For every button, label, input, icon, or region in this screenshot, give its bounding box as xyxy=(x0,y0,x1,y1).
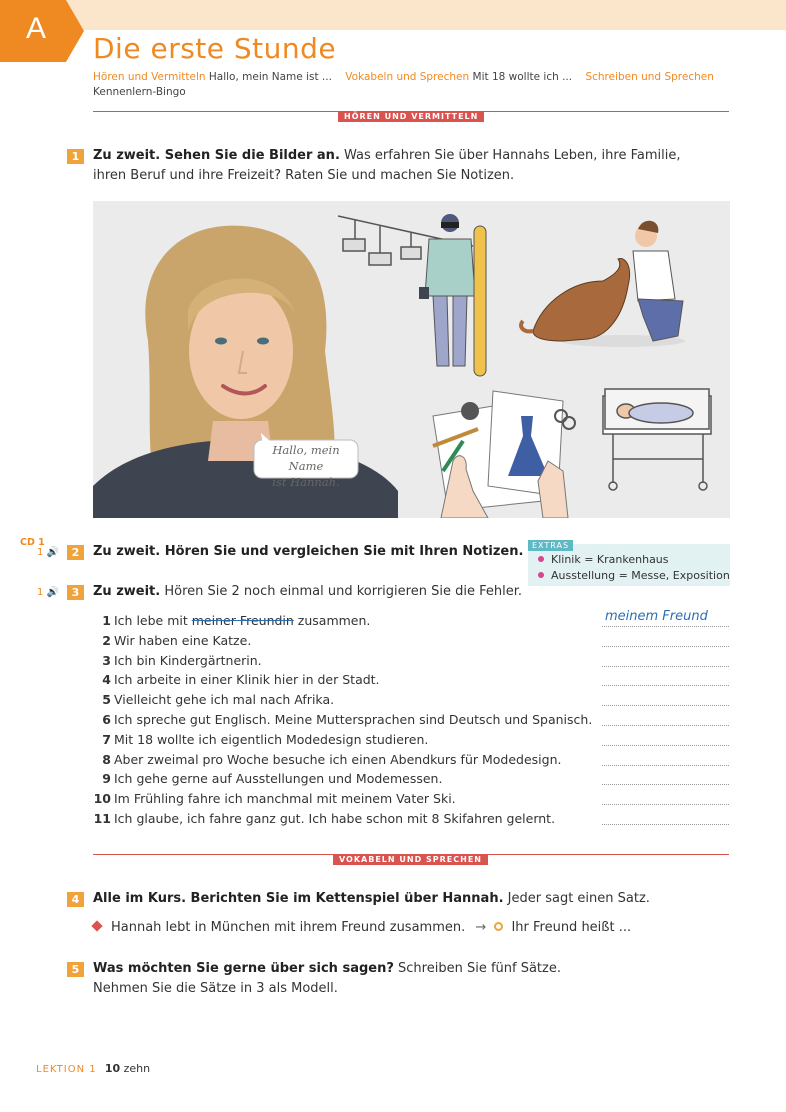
task-4-rest: Jeder sagt einen Satz. xyxy=(503,891,650,906)
header-band xyxy=(0,0,786,30)
handwritten-answer: meinem Freund xyxy=(605,609,708,624)
extras-item-2 xyxy=(538,569,730,582)
task-1-line2: ihren Beruf und ihre Freizeit? Raten Sie und machen Sie Notizen. xyxy=(93,168,515,183)
sentence-number: 6 xyxy=(102,711,111,727)
task-number-5: 5 xyxy=(67,962,84,977)
sentence-row xyxy=(93,809,733,829)
illustration-panel xyxy=(93,201,730,518)
sentence-number: 3 xyxy=(102,652,111,668)
sentence-number: 7 xyxy=(102,731,111,747)
sentence-pre: Ich spreche gut Englisch. Meine Muttersprachen sind Deutsch und Spanisch. xyxy=(114,711,593,727)
illustration-drawing xyxy=(93,201,730,518)
sentence-row xyxy=(93,769,733,789)
chain-b: Ihr Freund heißt ... xyxy=(511,920,632,935)
page-title: Die erste Stunde xyxy=(93,32,337,65)
bullet-dot xyxy=(538,556,544,562)
sentence-post: zusammen. xyxy=(293,613,371,628)
extras-item-2-text: Ausstellung = Messe, Exposition xyxy=(551,569,730,582)
speech-bubble-line-2: ist Hannah. xyxy=(272,475,340,489)
task-number-2: 2 xyxy=(67,545,84,560)
chapter-tab xyxy=(0,0,84,62)
answer-line[interactable] xyxy=(602,685,729,686)
sentence-list xyxy=(93,611,733,829)
answer-line[interactable] xyxy=(602,745,729,746)
sentence-pre: Wir haben eine Katze. xyxy=(114,632,252,648)
task-5-bold: Was möchten Sie gerne über sich sagen? xyxy=(93,961,394,976)
sentence-row xyxy=(93,710,733,730)
fashion-sketch-drawing xyxy=(433,391,575,518)
answer-line[interactable] xyxy=(602,824,729,825)
task-4-text xyxy=(93,889,650,909)
task-5-line2: Nehmen Sie die Sätze in 3 als Modell. xyxy=(93,981,338,996)
subnav-key-1: Hören und Vermitteln xyxy=(93,71,206,83)
sentence-pre: Ich bin Kindergärtnerin. xyxy=(114,652,262,668)
footer-page-word: zehn xyxy=(123,1062,151,1075)
chain-a: Hannah lebt in München mit ihrem Freund zusammen. xyxy=(111,920,466,935)
sentence-pre: Im Frühling fahre ich manchmal mit meinem Vater Ski. xyxy=(114,791,456,807)
answer-line[interactable] xyxy=(602,705,729,706)
sentence-pre: Ich lebe mit xyxy=(114,613,192,628)
task-1-text xyxy=(93,146,680,186)
audio-track-3[interactable] xyxy=(37,587,59,598)
subnav-key-3: Schreiben und Sprechen xyxy=(585,71,714,83)
footer xyxy=(36,1062,150,1075)
diamond-icon xyxy=(91,920,102,931)
sentence-number: 2 xyxy=(102,632,111,648)
footer-lektion: LEKTION 1 xyxy=(36,1064,97,1075)
task-3-rest: Hören Sie 2 noch einmal und korrigieren Sie die Fehler. xyxy=(160,584,522,599)
answer-line[interactable] xyxy=(602,666,729,667)
sentence-row xyxy=(93,750,733,770)
sentence-pre: Vielleicht gehe ich mal nach Afrika. xyxy=(114,692,335,708)
speaker-icon: 🔊 xyxy=(46,547,60,558)
extras-item-1-text: Klinik = Krankenhaus xyxy=(551,553,669,566)
subnav-text-1: Hallo, mein Name ist ... xyxy=(208,71,332,83)
task-2-text xyxy=(93,542,523,562)
sentence-pre: Mit 18 wollte ich eigentlich Modedesign studieren. xyxy=(114,731,429,747)
task-4-bold: Alle im Kurs. Berichten Sie im Kettenspiel über Hannah. xyxy=(93,891,504,906)
task-number-4: 4 xyxy=(67,892,84,907)
ring-icon xyxy=(494,922,503,931)
sentence-row xyxy=(93,690,733,710)
task-5-text xyxy=(93,959,561,999)
baby-cot-drawing xyxy=(603,389,711,490)
sentence-pre: Aber zweimal pro Woche besuche ich einen Abendkurs für Modedesign. xyxy=(114,751,562,767)
sentence-row xyxy=(93,789,733,809)
sentence-number: 10 xyxy=(93,791,111,807)
task-number-1: 1 xyxy=(67,149,84,164)
task-2-bold: Zu zweit. Hören Sie und vergleichen Sie mit Ihren Notizen. xyxy=(93,544,524,559)
speech-bubble-line-1: Hallo, mein Name xyxy=(272,443,340,473)
sentence-number: 1 xyxy=(102,613,111,628)
subnav-text-3: Kennenlern-Bingo xyxy=(93,86,186,98)
track-number-3: 1 xyxy=(37,587,44,598)
section-label-hoeren: HÖREN UND VERMITTELN xyxy=(338,111,484,122)
sentence-row xyxy=(93,631,733,651)
skier-drawing xyxy=(419,214,486,376)
extras-tag: EXTRAS xyxy=(528,540,573,551)
answer-line[interactable] xyxy=(602,784,729,785)
answer-line[interactable] xyxy=(602,765,729,766)
sentence-row xyxy=(93,651,733,671)
sentence-pre: Ich gehe gerne auf Ausstellungen und Modemessen. xyxy=(114,771,443,787)
answer-line[interactable] xyxy=(602,725,729,726)
sentence-row xyxy=(93,670,733,690)
subnav xyxy=(93,70,743,100)
subnav-key-2: Vokabeln und Sprechen xyxy=(345,71,470,83)
sentence-number: 4 xyxy=(102,672,111,688)
sentence-pre: Ich arbeite in einer Klinik hier in der Stadt. xyxy=(114,672,380,688)
sentence-number: 5 xyxy=(102,692,111,708)
sentence-row xyxy=(93,730,733,750)
task-number-3: 3 xyxy=(67,585,84,600)
task-1-rest: Was erfahren Sie über Hannahs Leben, ihre Familie, xyxy=(339,148,681,163)
section-label-vokabeln: VOKABELN UND SPRECHEN xyxy=(333,854,488,865)
subnav-text-2: Mit 18 wollte ich ... xyxy=(472,71,573,83)
answer-line[interactable] xyxy=(602,646,729,647)
task-1-bold: Zu zweit. Sehen Sie die Bilder an. xyxy=(93,148,340,163)
sentence-pre: Ich glaube, ich fahre ganz gut. Ich habe schon mit 8 Skifahren gelernt. xyxy=(114,810,556,826)
sentence-number: 11 xyxy=(93,810,111,826)
extras-item-1 xyxy=(538,553,669,566)
sentence-number: 8 xyxy=(102,751,111,767)
footer-page-num: 10 xyxy=(104,1062,121,1075)
sentence-struck: meiner Freundin xyxy=(191,613,294,628)
man-with-dog-drawing xyxy=(521,221,685,347)
cd-label: CD 1 xyxy=(20,537,45,548)
bullet-dot xyxy=(538,572,544,578)
task-3-bold: Zu zweit. xyxy=(93,584,161,599)
answer-line[interactable] xyxy=(602,804,729,805)
sentence-number: 9 xyxy=(102,771,111,787)
chain-example xyxy=(93,920,631,935)
sentence-row xyxy=(93,611,733,631)
task-3-text xyxy=(93,582,522,602)
track-number-2: 1 xyxy=(37,547,44,558)
speaker-icon: 🔊 xyxy=(46,587,60,598)
speech-bubble-text xyxy=(254,442,358,490)
chapter-letter: A xyxy=(26,12,47,45)
extras-box xyxy=(528,541,730,586)
arrow-icon: → xyxy=(475,920,487,935)
audio-track-2[interactable] xyxy=(37,547,59,558)
task-5-rest: Schreiben Sie fünf Sätze. xyxy=(393,961,561,976)
